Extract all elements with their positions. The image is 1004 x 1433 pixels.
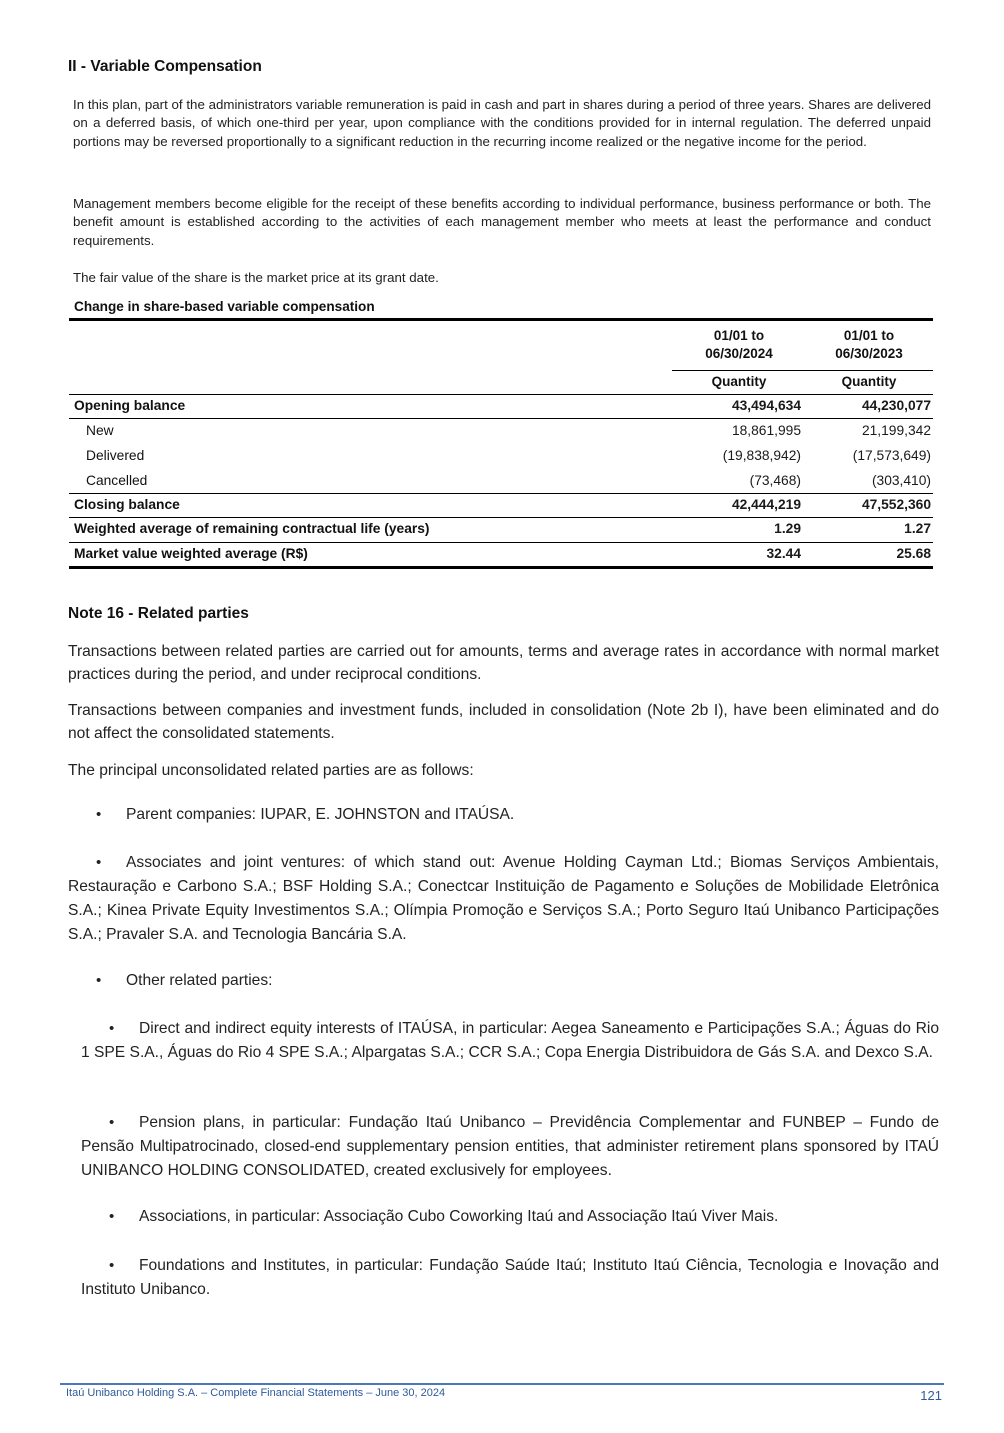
table-row: Cancelled (73,468) (303,410) bbox=[86, 473, 931, 488]
row-rule bbox=[69, 418, 933, 419]
bullet-icon: • bbox=[96, 806, 102, 823]
paragraph: In this plan, part of the administrators variable remuneration is paid in cash and part in shares during a period of three years. Shares are delivered on a deferred basis, of which one-third per year, upon compliance with the conditions provided for in internal regulation. The deferred unpaid portions may be reversed proportionally to a significant reduction in the recurring income realized or the negative income for the period. bbox=[73, 97, 931, 149]
table-row: Delivered (19,838,942) (17,573,649) bbox=[86, 448, 931, 463]
table-row: Opening balance 43,494,634 44,230,077 bbox=[74, 398, 931, 413]
footer-text: Itaú Unibanco Holding S.A. – Complete Financial Statements – June 30, 2024 bbox=[66, 1387, 446, 1399]
column-unit-2024: Quantity bbox=[711, 374, 767, 389]
list-item: • Foundations and Institutes, in particular: Fundação Saúde Itaú; Instituto Itaú Ciência, Tecnologia e Inovação and Instituto Unibanco. bbox=[81, 1254, 939, 1302]
bullet-icon: • bbox=[109, 1020, 115, 1037]
list-item: • Associates and joint ventures: of which stand out: Avenue Holding Cayman Ltd.; Biomas Serviços Ambientais, Restauração e Carbono S.A.; BSF Holding S.A.; Conectcar Instituição de Pagamento e Soluções de Mobilidade Eletrônica S.A.; Kinea Private Equity Investimentos S.A.; Olímpia Promoção e Serviços S.A.; Porto Seguro Itaú Unibanco Participações S.A.; Pravaler S.A. and Tecnologia Bancária S.A. bbox=[68, 851, 939, 947]
bullet-icon: • bbox=[96, 972, 102, 989]
column-header-2023: 01/01 to 06/30/2023 bbox=[835, 328, 903, 361]
paragraph: Transactions between companies and investment funds, included in consolidation (Note 2b I), have been eliminated and do not affect the consolidated statements. bbox=[68, 702, 939, 743]
list-item: • Other related parties: bbox=[68, 969, 939, 993]
footer-rule bbox=[60, 1383, 944, 1385]
bullet-icon: • bbox=[96, 854, 102, 871]
bullet-icon: • bbox=[109, 1257, 115, 1274]
list-item: • Associations, in particular: Associação Cubo Coworking Itaú and Associação Itaú Viver Mais. bbox=[81, 1205, 939, 1229]
table-row: Market value weighted average (R$) 32.44 25.68 bbox=[74, 546, 931, 561]
bullet-icon: • bbox=[109, 1114, 115, 1131]
header-rule bbox=[672, 370, 933, 371]
column-header-2024: 01/01 to 06/30/2024 bbox=[705, 328, 773, 361]
list-item: • Direct and indirect equity interests of ITAÚSA, in particular: Aegea Saneamento e Participações S.A.; Águas do Rio 1 SPE S.A., Águas do Rio 4 SPE S.A.; Alpargatas S.A.; CCR S.A.; Copa Energia Distribuidora de Gás S.A. and Dexco S.A. bbox=[81, 1017, 939, 1065]
bullet-icon: • bbox=[109, 1208, 115, 1225]
paragraph: The fair value of the share is the market price at its grant date. bbox=[73, 270, 439, 285]
paragraph: Management members become eligible for the receipt of these benefits according to individual performance, business performance or both. The benefit amount is established according to the activities of each management member who meets at least the performance and conduct requirements. bbox=[73, 196, 931, 248]
page-number: 121 bbox=[920, 1388, 942, 1403]
list-item: • Pension plans, in particular: Fundação Itaú Unibanco – Previdência Complementar and FUNBEP – Fundo de Pensão Multipatrocinado, closed-end supplementary pension entities, that administer retirement plans sponsored by ITAÚ UNIBANCO HOLDING CONSOLIDATED, created exclusively for employees. bbox=[81, 1111, 939, 1183]
paragraph: Transactions between related parties are carried out for amounts, terms and average rates in accordance with normal market practices during the period, and under reciprocal conditions. bbox=[68, 643, 939, 684]
table-row: New 18,861,995 21,199,342 bbox=[86, 423, 931, 438]
column-unit-2023: Quantity bbox=[841, 374, 897, 389]
list-item: • Parent companies: IUPAR, E. JOHNSTON and ITAÚSA. bbox=[68, 803, 939, 827]
table-title: Change in share-based variable compensation bbox=[74, 299, 375, 314]
table-bottom-rule bbox=[69, 566, 933, 569]
table-row: Closing balance 42,444,219 47,552,360 bbox=[74, 497, 931, 512]
note-title: Note 16 - Related parties bbox=[68, 605, 249, 622]
table-row: Weighted average of remaining contractual life (years) 1.29 1.27 bbox=[74, 521, 931, 536]
paragraph: The principal unconsolidated related parties are as follows: bbox=[68, 762, 474, 779]
table-top-rule bbox=[69, 318, 933, 321]
section-title: II - Variable Compensation bbox=[68, 58, 262, 75]
